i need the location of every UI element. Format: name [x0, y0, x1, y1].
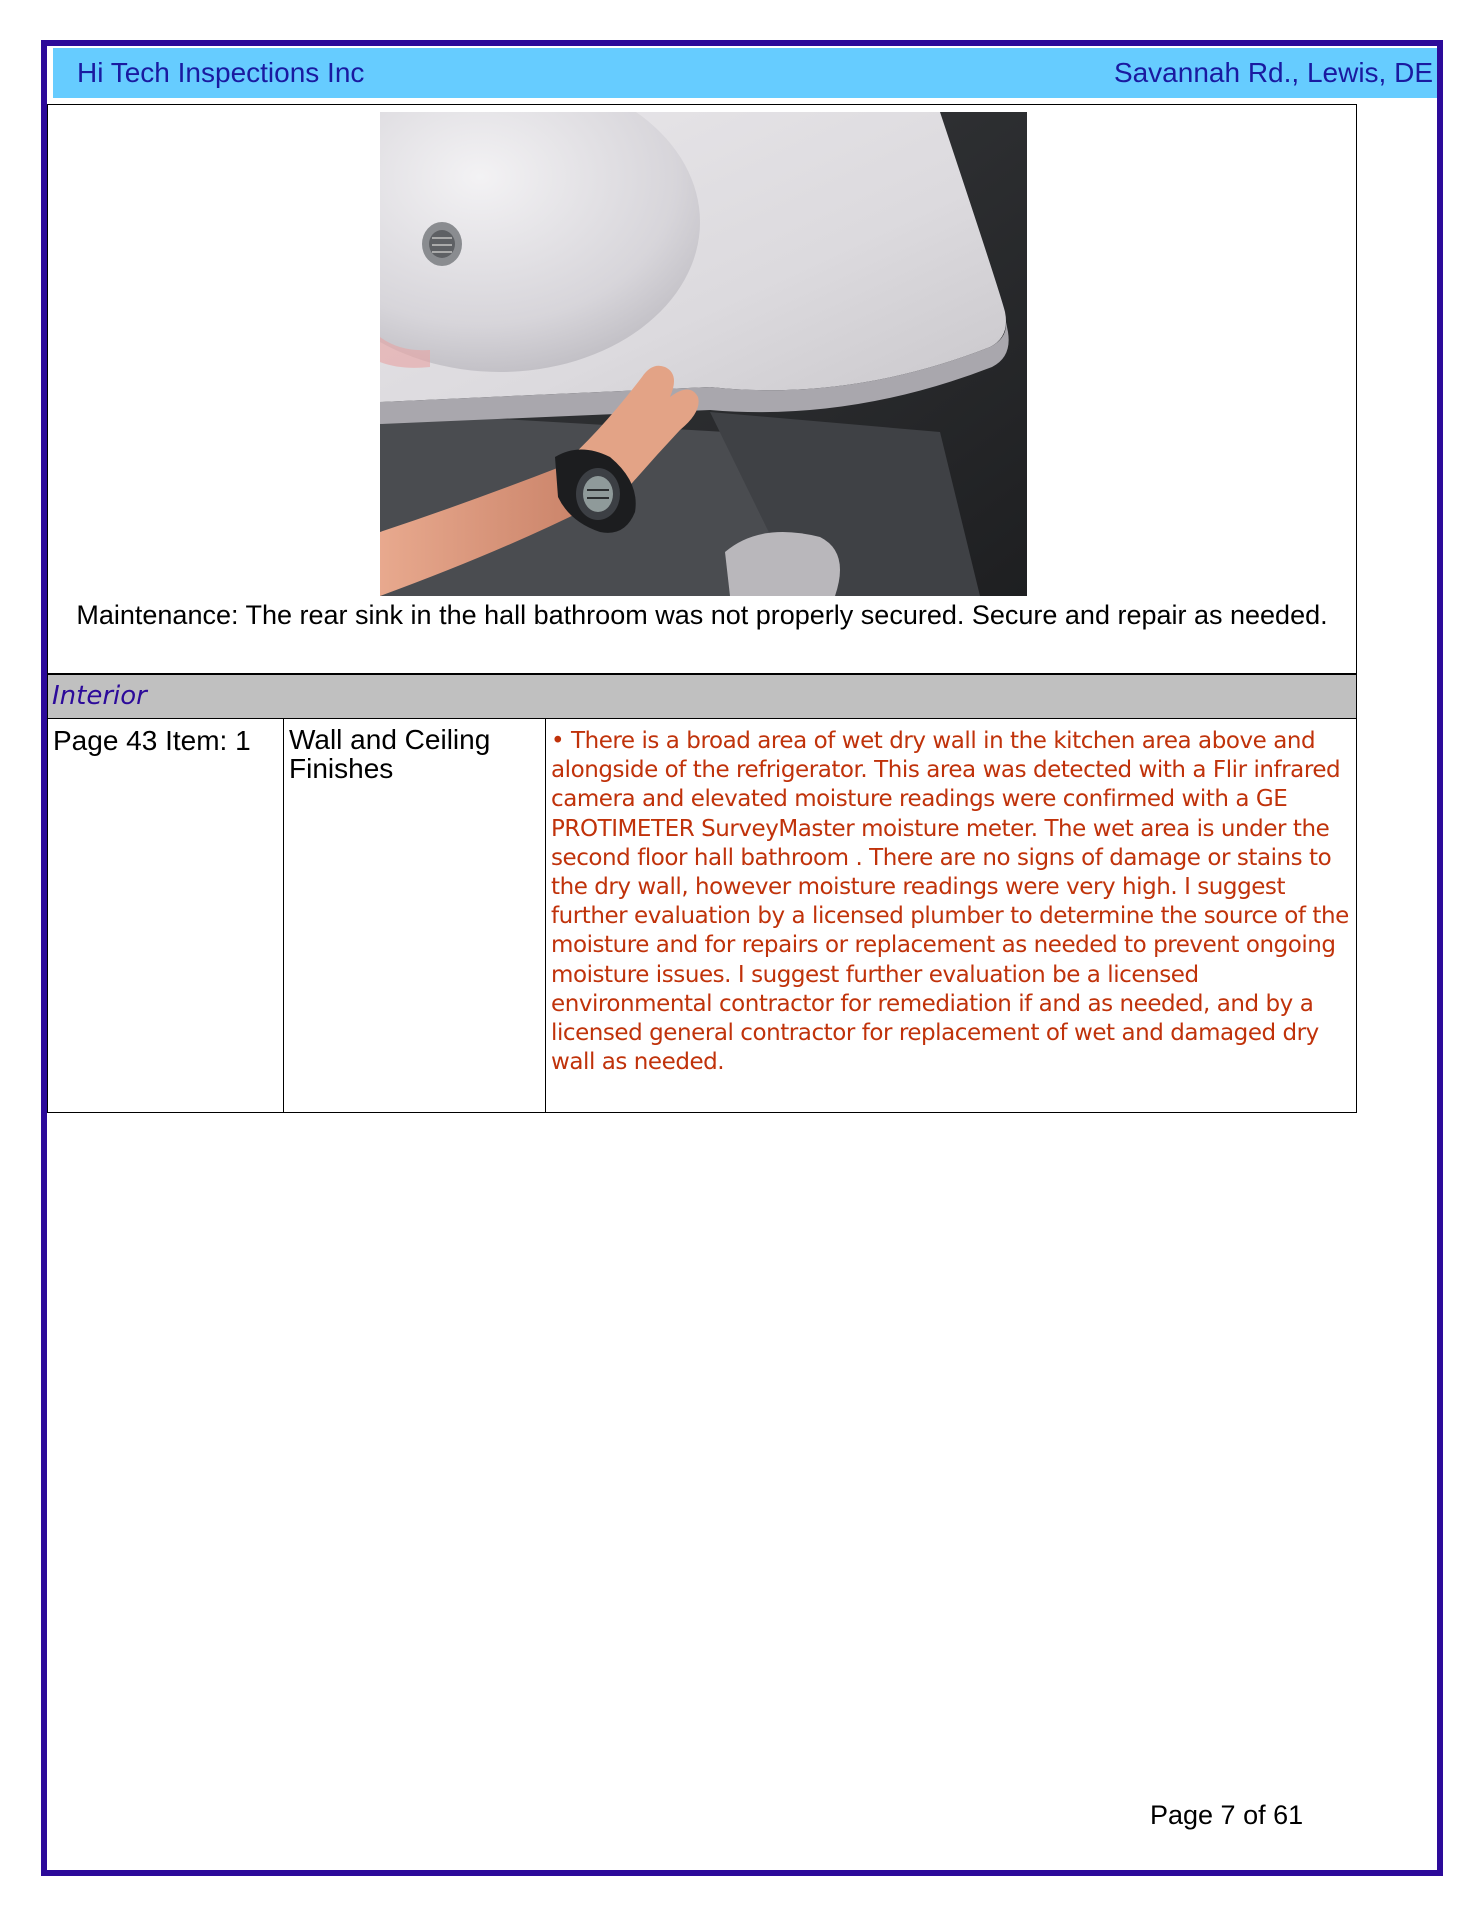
property-address: Savannah Rd., Lewis, DE	[1113, 57, 1433, 88]
item-name: Wall and Ceiling Finishes	[284, 719, 546, 1112]
page-number: Page 7 of 61	[1150, 1800, 1304, 1830]
company-name: Hi Tech Inspections Inc	[77, 57, 365, 88]
photo-caption: Maintenance: The rear sink in the hall bathroom was not properly secured. Secure and repair as needed.	[76, 600, 1328, 630]
page-header	[53, 48, 1437, 98]
report-table	[47, 104, 1357, 1113]
section-header	[48, 675, 1356, 719]
photo-section	[48, 105, 1356, 675]
sink-photo-illustration	[380, 112, 1027, 596]
item-reference: Page 43 Item: 1	[48, 719, 284, 1112]
sink-photo	[380, 112, 1027, 596]
item-description: • There is a broad area of wet dry wall in the kitchen area above and alongside of the refrigerator. This area was detected with a Flir infrared camera and elevated moisture readings were confirmed with a GE PROTIMETER SurveyMaster moisture meter. The wet area is under the second floor hall bathroom . There are no signs of damage or stains to the dry wall, however moisture readings were very high. I suggest further evaluation by a licensed plumber to determine the source of the moisture and for repairs or replacement as needed to prevent ongoing moisture issues. I suggest further evaluation be a licensed environmental contractor for remediation if and as needed, and by a licensed general contractor for replacement of wet and damaged dry wall as needed.	[551, 728, 1349, 1076]
table-row	[48, 719, 1356, 1112]
section-title: Interior	[52, 681, 147, 711]
